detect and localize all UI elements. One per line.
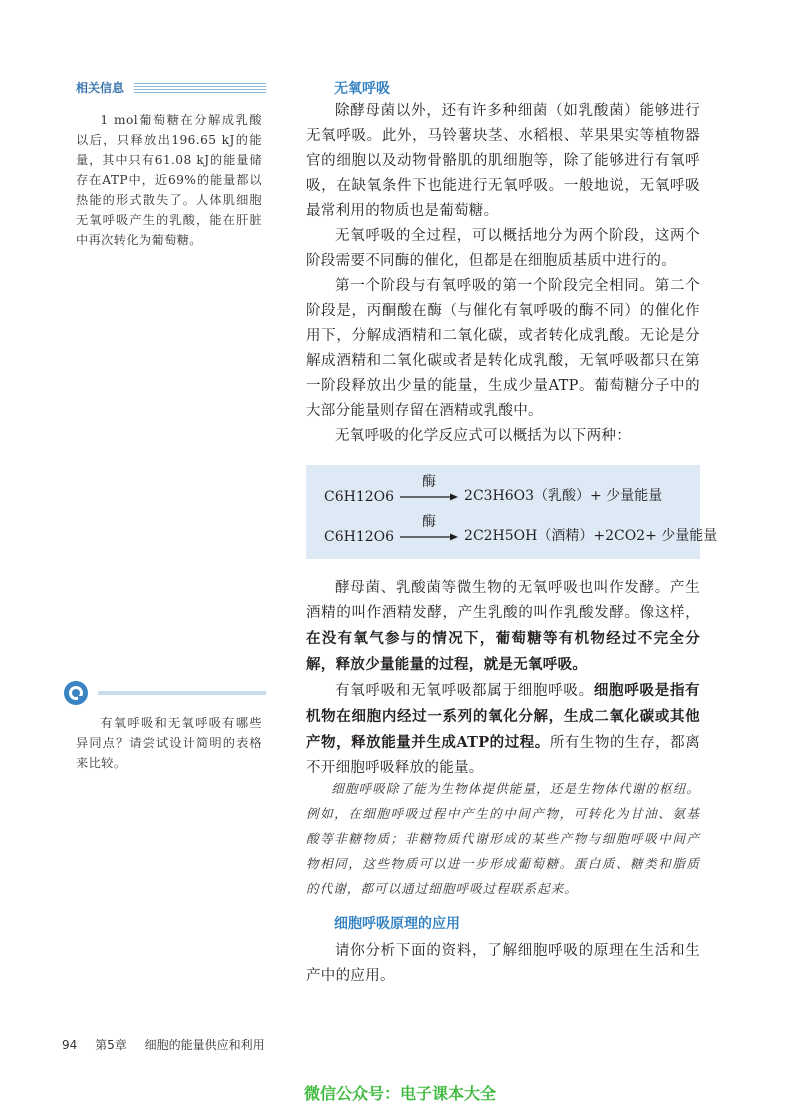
enzyme-label: 酶	[422, 474, 437, 490]
watermark-text: 微信公众号：电子课本大全	[303, 1084, 496, 1103]
paragraph-3: 第一个阶段与有氧呼吸的第一个阶段完全相同。第二个阶段是，丙酮酸在酶（与催化有氧呼吸的酶不同）的催化作用下，分解成酒精和二氧化碳，或者转化成乳酸。无论是分解成酒精和二氧化碳或者是转化成乳酸，无氧呼吸都只在第一阶段释放出少量的能量，生成少量ATP。葡萄糖分子中的大部分能量则存留在酒精或乳酸中。	[306, 278, 700, 419]
chapter-number: 第5章	[95, 1038, 127, 1052]
paragraph-2: 无氧呼吸的全过程，可以概括地分为两个阶段，这两个阶段需要不同酶的催化，但都是在细胞质基质中进行的。	[306, 228, 700, 269]
body-block-3	[306, 939, 700, 989]
equation-2-reactant: C6H12O6	[324, 529, 395, 545]
paragraph-5-plain: 酵母菌、乳酸菌等微生物的无氧呼吸也叫作发酵。产生酒精的叫作酒精发酵，产生乳酸的叫作乳酸发酵。像这样，	[306, 580, 700, 621]
paragraph-6	[306, 678, 700, 781]
paragraph-6-end: 所有生物的生存，都离不开细胞呼吸释放的能量。	[306, 735, 700, 776]
related-info-text: 1 mol葡萄糖在分解成乳酸以后，只释放出196.65 kJ的能量，其中只有61.08 kJ的能量储存在ATP中，近69%的能量都以热能的形式散失了。人体肌细胞无氧呼吸产生的乳酸，能在肝脏中再次转化为葡萄糖。	[76, 113, 262, 247]
equation-1-reactant: C6H12O6	[324, 489, 395, 505]
supplement-text	[306, 776, 700, 901]
section-title-anaerobic: 无氧呼吸	[334, 81, 390, 97]
paragraph-5	[306, 576, 700, 678]
paragraph-7: 细胞呼吸除了能为生物体提供能量，还是生物体代谢的枢纽。例如，在细胞呼吸过程中产生的中间产物，可转化为甘油、氨基酸等非糖物质；非糖物质代谢形成的某些产物与细胞呼吸中间产物相同，这些物质可以进一步形成葡萄糖。蛋白质、糖类和脂质的代谢，都可以通过细胞呼吸过程联系起来。	[306, 781, 700, 896]
body-block-2	[306, 576, 700, 781]
equation-alcohol	[324, 514, 718, 545]
page-number: 94	[62, 1038, 78, 1052]
header-rule	[134, 83, 266, 93]
reaction-arrow	[400, 514, 458, 545]
body-block-1	[306, 99, 700, 449]
paragraph-6-plain: 有氧呼吸和无氧呼吸都属于细胞呼吸。	[335, 683, 594, 699]
formula-box	[306, 465, 718, 559]
equation-1-products: 2C3H6O3（乳酸）+ 少量能量	[464, 488, 663, 504]
definition-anaerobic: 在没有氧气参与的情况下，葡萄糖等有机物经过不完全分解，释放少量能量的过程，就是无氧呼吸。	[306, 630, 700, 673]
discussion-text: 有氧呼吸和无氧呼吸有哪些异同点？请尝试设计简明的表格来比较。	[76, 716, 262, 770]
definition-cell-respiration: 细胞呼吸是指有机物在细胞内经过一系列的氧化分解，生成二氧化碳或其他产物，释放能量并生成ATP的过程。	[306, 682, 700, 751]
arrow-icon	[400, 493, 458, 501]
enzyme-label: 酶	[422, 514, 437, 530]
related-info-label: 相关信息	[76, 81, 125, 95]
discussion-icon	[62, 679, 90, 707]
equation-2-products: 2C2H5OH（酒精）+2CO2+ 少量能量	[464, 528, 718, 544]
reaction-arrow	[400, 474, 458, 505]
section-title-application: 细胞呼吸原理的应用	[334, 916, 460, 932]
chapter-title: 细胞的能量供应和利用	[144, 1038, 265, 1052]
discussion-rule	[98, 691, 266, 695]
equation-lactic	[324, 474, 663, 505]
discussion-note	[76, 713, 262, 773]
discussion-header	[62, 679, 266, 709]
paragraph-8: 请你分析下面的资料，了解细胞呼吸的原理在生活和生产中的应用。	[306, 943, 700, 984]
page-footer	[62, 1036, 279, 1053]
related-info-note	[76, 110, 262, 250]
related-info-header	[76, 80, 266, 98]
paragraph-1: 除酵母菌以外，还有许多种细菌（如乳酸菌）能够进行无氧呼吸。此外，马铃薯块茎、水稻根、苹果果实等植物器官的细胞以及动物骨骼肌的肌细胞等，除了能够进行有氧呼吸，在缺氧条件下也能进行无氧呼吸。一般地说，无氧呼吸最常利用的物质也是葡萄糖。	[306, 103, 700, 219]
paragraph-4: 无氧呼吸的化学反应式可以概括为以下两种：	[335, 428, 631, 444]
arrow-icon	[400, 533, 458, 541]
